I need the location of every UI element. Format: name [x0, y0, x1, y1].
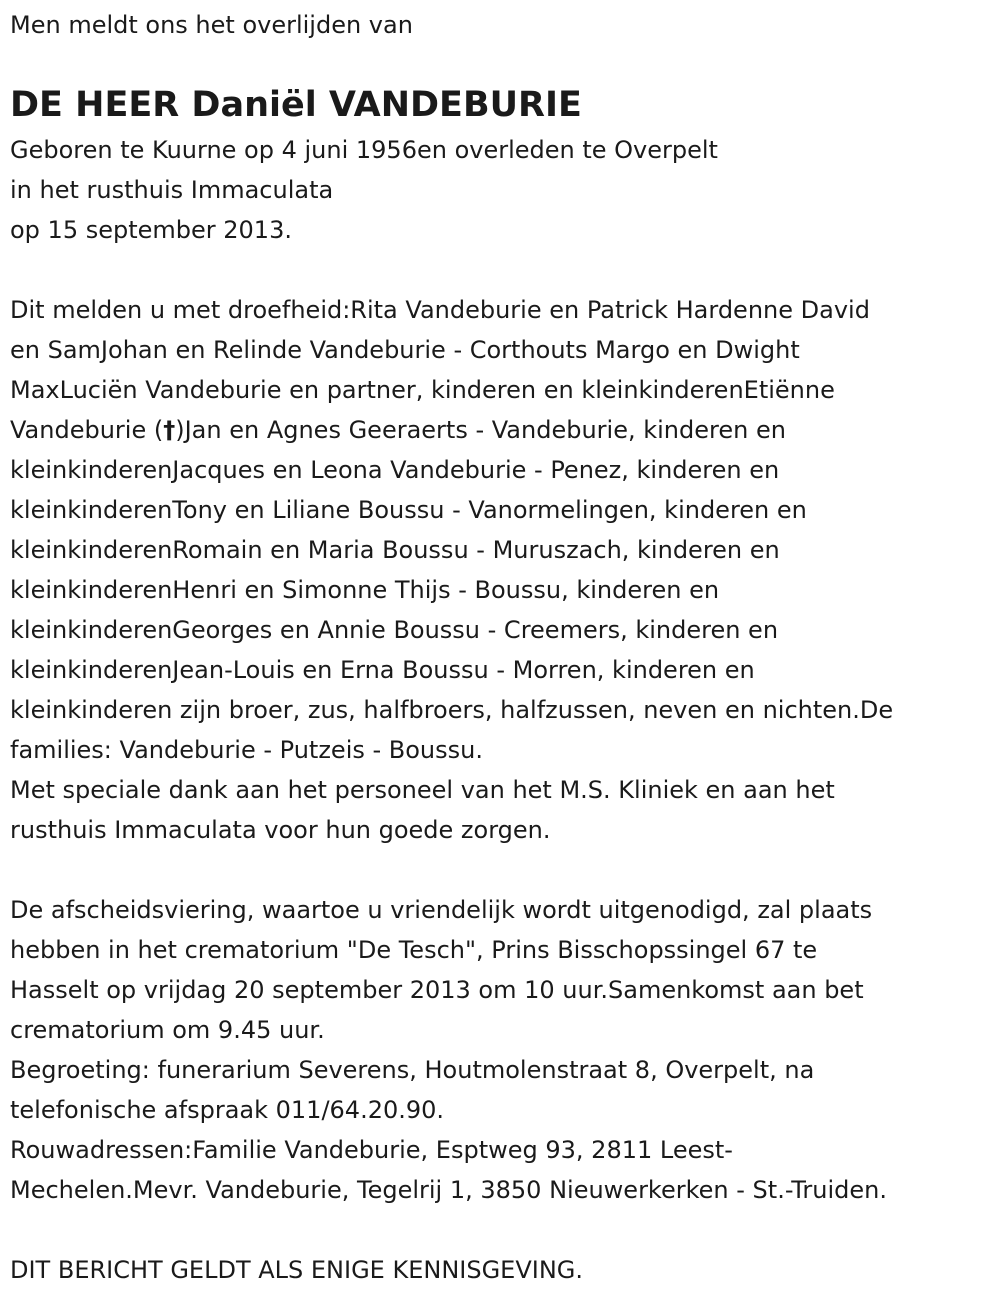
death-notice [10, 0, 995, 1290]
family-line-after-cross: )Jan en Agnes Geeraerts - Vandeburie, kinderen en [175, 416, 786, 444]
thanks-line: Met speciale dank aan het personeel van het M.S. Kliniek en aan het [10, 776, 835, 804]
closing-statement: DIT BERICHT GELDT ALS ENIGE KENNISGEVING. [10, 1256, 584, 1284]
family-line: en SamJohan en Relinde Vandeburie - Corthouts Margo en Dwight [10, 336, 800, 364]
visitation-line: Begroeting: funerarium Severens, Houtmolenstraat 8, Overpelt, na [10, 1056, 815, 1084]
family-line: kleinkinderenJacques en Leona Vandeburie - Penez, kinderen en [10, 456, 780, 484]
family-line [10, 410, 995, 450]
cross-icon: † [163, 416, 176, 444]
birth-line: op 15 september 2013. [10, 216, 292, 244]
family-line-before-cross: Vandeburie ( [10, 416, 164, 444]
deceased-name: DE HEER Daniël VANDEBURIE [10, 85, 582, 125]
birth-death-paragraph [10, 130, 995, 250]
family-line: kleinkinderenGeorges en Annie Boussu - Creemers, kinderen en [10, 616, 779, 644]
family-line: kleinkinderenTony en Liliane Boussu - Vanormelingen, kinderen en [10, 496, 807, 524]
ceremony-line: hebben in het crematorium "De Tesch", Prins Bisschopssingel 67 te [10, 936, 818, 964]
condolence-address-line: Mechelen.Mevr. Vandeburie, Tegelrij 1, 3850 Nieuwerkerken - St.-Truiden. [10, 1176, 887, 1204]
family-line: kleinkinderenJean-Louis en Erna Boussu - Morren, kinderen en [10, 656, 755, 684]
family-paragraph [10, 290, 995, 850]
intro-text: Men meldt ons het overlijden van [10, 11, 413, 39]
family-line: kleinkinderenHenri en Simonne Thijs - Boussu, kinderen en [10, 576, 720, 604]
family-line: kleinkinderen zijn broer, zus, halfbroers, halfzussen, neven en nichten.De [10, 696, 894, 724]
ceremony-line: crematorium om 9.45 uur. [10, 1016, 325, 1044]
family-line: kleinkinderenRomain en Maria Boussu - Muruszach, kinderen en [10, 536, 780, 564]
ceremony-line: Hasselt op vrijdag 20 september 2013 om 10 uur.Samenkomst aan bet [10, 976, 864, 1004]
ceremony-paragraph [10, 890, 995, 1210]
birth-line: Geboren te Kuurne op 4 juni 1956en overleden te Overpelt [10, 136, 718, 164]
paragraph-gap [10, 1210, 995, 1250]
family-line: Dit melden u met droefheid:Rita Vandeburie en Patrick Hardenne David [10, 296, 870, 324]
ceremony-line: De afscheidsviering, waartoe u vriendelijk wordt uitgenodigd, zal plaats [10, 896, 873, 924]
paragraph-gap [10, 850, 995, 890]
family-line: MaxLuciën Vandeburie en partner, kinderen en kleinkinderenEtiënne [10, 376, 835, 404]
thanks-line: rusthuis Immaculata voor hun goede zorgen. [10, 816, 551, 844]
paragraph-gap [10, 250, 995, 290]
family-line: families: Vandeburie - Putzeis - Boussu. [10, 736, 483, 764]
visitation-line: telefonische afspraak 011/64.20.90. [10, 1096, 445, 1124]
birth-line: in het rusthuis Immaculata [10, 176, 334, 204]
condolence-address-line: Rouwadressen:Familie Vandeburie, Esptweg 93, 2811 Leest- [10, 1136, 733, 1164]
